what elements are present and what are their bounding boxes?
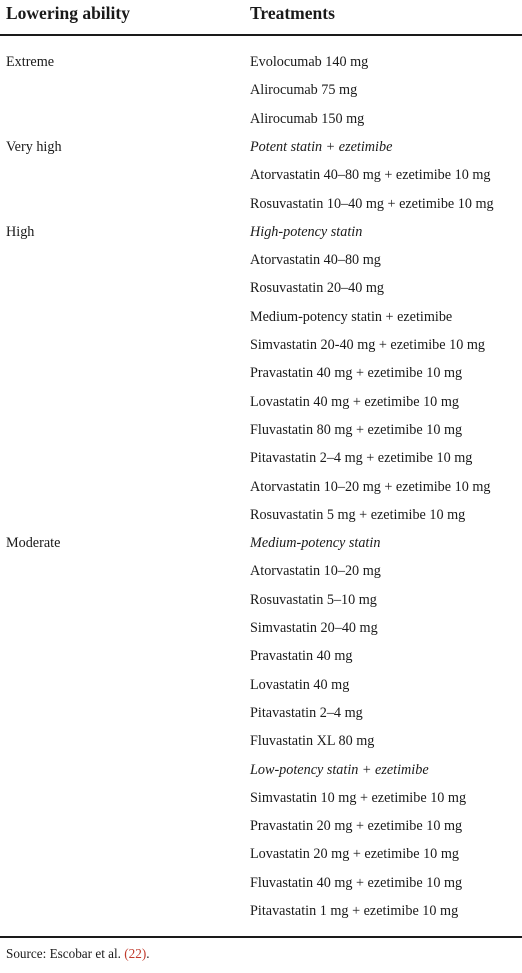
table-row (0, 303, 522, 331)
cell-treatment: Alirocumab 150 mg (250, 110, 365, 127)
cell-treatment: Fluvastatin 80 mg + ezetimibe 10 mg (250, 421, 463, 438)
table-row (0, 388, 522, 416)
table-row (0, 614, 522, 642)
cell-treatment: Fluvastatin XL 80 mg (250, 733, 375, 750)
cell-treatment: High-potency statin (250, 223, 363, 240)
cell-treatment: Lovastatin 40 mg (250, 676, 350, 693)
table-row (0, 416, 522, 444)
source-period: . (146, 946, 150, 961)
cell-treatment: Pitavastatin 2–4 mg (250, 704, 363, 721)
cell-treatment: Atorvastatin 10–20 mg (250, 563, 381, 580)
cell-treatment: Lovastatin 40 mg + ezetimibe 10 mg (250, 393, 459, 410)
table-row (0, 557, 522, 585)
cell-treatment: Pravastatin 20 mg + ezetimibe 10 mg (250, 818, 463, 835)
table-row (0, 642, 522, 670)
cell-treatment: Rosuvastatin 5 mg + ezetimibe 10 mg (250, 506, 466, 523)
reference-link[interactable]: (22) (124, 946, 147, 961)
table-row (0, 274, 522, 302)
table-row (0, 133, 522, 161)
source-note (6, 945, 150, 963)
cell-lowering-ability: Extreme (6, 54, 55, 70)
cell-treatment: Rosuvastatin 5–10 mg (250, 591, 377, 608)
cell-treatment: Alirocumab 75 mg (250, 82, 358, 99)
header-lowering-ability: Lowering ability (6, 3, 130, 23)
table-row (0, 897, 522, 925)
table-row (0, 529, 522, 557)
cell-treatment: Rosuvastatin 20–40 mg (250, 280, 384, 297)
cell-treatment: Medium-potency statin (250, 535, 381, 552)
cell-treatment: Low-potency statin + ezetimibe (250, 761, 429, 778)
cell-treatment: Lovastatin 20 mg + ezetimibe 10 mg (250, 846, 459, 863)
header-treatments: Treatments (250, 3, 335, 23)
table-row (0, 671, 522, 699)
cell-treatment: Potent statin + ezetimibe (250, 138, 393, 155)
cell-treatment: Atorvastatin 10–20 mg + ezetimibe 10 mg (250, 478, 491, 495)
header-rule (0, 34, 522, 36)
table-row (0, 727, 522, 755)
table-row (0, 586, 522, 614)
table-row (0, 699, 522, 727)
cell-treatment: Medium-potency statin + ezetimibe (250, 308, 453, 325)
cell-treatment: Simvastatin 20–40 mg (250, 620, 378, 636)
cell-lowering-ability: Very high (6, 138, 62, 155)
source-text: Source: Escobar et al. (6, 946, 125, 961)
cell-treatment: Atorvastatin 40–80 mg + ezetimibe 10 mg (250, 167, 491, 184)
cell-treatment: Rosuvastatin 10–40 mg + ezetimibe 10 mg (250, 195, 494, 212)
cell-treatment: Pravastatin 40 mg (250, 648, 353, 665)
cell-treatment: Pravastatin 40 mg + ezetimibe 10 mg (250, 365, 463, 382)
table-row (0, 190, 522, 218)
table-row (0, 76, 522, 104)
cell-lowering-ability: Moderate (6, 535, 61, 552)
table-row (0, 473, 522, 501)
table-row (0, 756, 522, 784)
table-row (0, 161, 522, 189)
table-row (0, 784, 522, 812)
cell-treatment: Simvastatin 10 mg + ezetimibe 10 mg (250, 789, 467, 806)
table-row (0, 501, 522, 529)
table-row (0, 218, 522, 246)
cell-treatment: Pitavastatin 2–4 mg + ezetimibe 10 mg (250, 450, 473, 467)
table-row (0, 840, 522, 868)
table-row (0, 246, 522, 274)
cell-treatment: Pitavastatin 1 mg + ezetimibe 10 mg (250, 903, 459, 919)
table-row (0, 105, 522, 133)
table-row (0, 331, 522, 359)
cell-lowering-ability: High (6, 223, 35, 240)
bottom-rule (0, 936, 522, 938)
cell-treatment: Fluvastatin 40 mg + ezetimibe 10 mg (250, 874, 463, 891)
table-row (0, 48, 522, 76)
table-row (0, 359, 522, 387)
cell-treatment: Evolocumab 140 mg (250, 54, 369, 70)
cell-treatment: Atorvastatin 40–80 mg (250, 252, 381, 269)
table-row (0, 869, 522, 897)
table-row (0, 812, 522, 840)
table-row (0, 444, 522, 472)
cell-treatment: Simvastatin 20-40 mg + ezetimibe 10 mg (250, 337, 485, 353)
